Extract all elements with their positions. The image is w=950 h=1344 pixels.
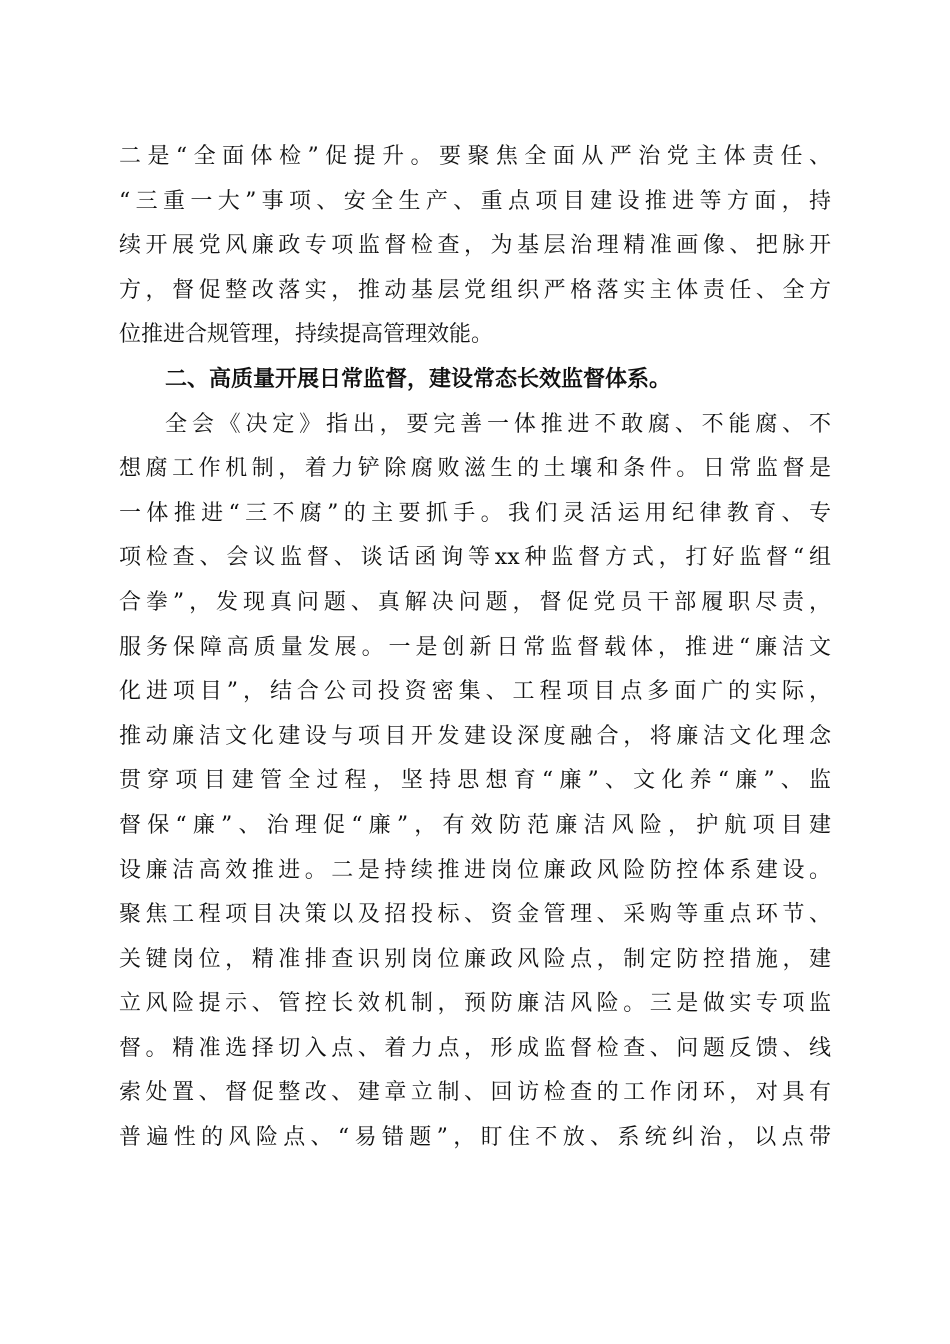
text-line: 服务保障高质量发展。一是创新日常监督载体，推进“廉洁文	[119, 634, 831, 660]
text-line: 续开展党风廉政专项监督检查，为基层治理精准画像、把脉开	[119, 233, 831, 259]
text-line: 全会《决定》指出，要完善一体推进不敢腐、不能腐、不	[165, 411, 831, 437]
text-line: 想腐工作机制，着力铲除腐败滋生的土壤和条件。日常监督是	[119, 456, 831, 482]
text-line: 二是“全面体检”促提升。要聚焦全面从严治党主体责任、	[119, 144, 831, 169]
text-line: 督。精准选择切入点、着力点，形成监督检查、问题反馈、线	[119, 1035, 831, 1061]
text-line: “三重一大”事项、安全生产、重点项目建设推进等方面，持	[119, 188, 831, 214]
text-line: 普遍性的风险点、“易错题”，盯住不放、系统纠治，以点带	[119, 1125, 831, 1151]
text-line: 推动廉洁文化建设与项目开发建设深度融合，将廉洁文化理念	[119, 723, 831, 749]
text-line: 聚焦工程项目决策以及招投标、资金管理、采购等重点环节、	[119, 902, 831, 928]
text-line: 关键岗位，精准排查识别岗位廉政风险点，制定防控措施，建	[119, 946, 831, 972]
text-line: 位推进合规管理，持续提高管理效能。	[119, 322, 494, 348]
text-line: 项检查、会议监督、谈话函询等xx种监督方式，打好监督“组	[119, 545, 831, 571]
paragraph-comprehensive-checkup	[119, 135, 831, 358]
section-heading: 二、高质量开展日常监督，建设常态长效监督体系。	[165, 366, 672, 392]
text-line: 一体推进“三不腐”的主要抓手。我们灵活运用纪律教育、专	[119, 500, 831, 526]
text-line: 索处置、督促整改、建章立制、回访检查的工作闭环，对具有	[119, 1080, 831, 1106]
text-line: 方，督促整改落实，推动基层党组织严格落实主体责任、全方	[119, 277, 831, 303]
text-line: 设廉洁高效推进。二是持续推进岗位廉政风险防控体系建设。	[119, 857, 831, 883]
text-line: 化进项目”，结合公司投资密集、工程项目点多面广的实际，	[119, 679, 831, 705]
text-line: 立风险提示、管控长效机制，预防廉洁风险。三是做实专项监	[119, 991, 831, 1017]
document-body	[119, 135, 831, 1161]
text-line: 合拳”，发现真问题、真解决问题，督促党员干部履职尽责，	[119, 589, 831, 615]
paragraph-daily-supervision	[119, 403, 831, 1161]
text-line: 督保“廉”、治理促“廉”，有效防范廉洁风险，护航项目建	[119, 812, 831, 838]
text-line: 贯穿项目建管全过程，坚持思想育“廉”、文化养“廉”、监	[119, 768, 831, 794]
